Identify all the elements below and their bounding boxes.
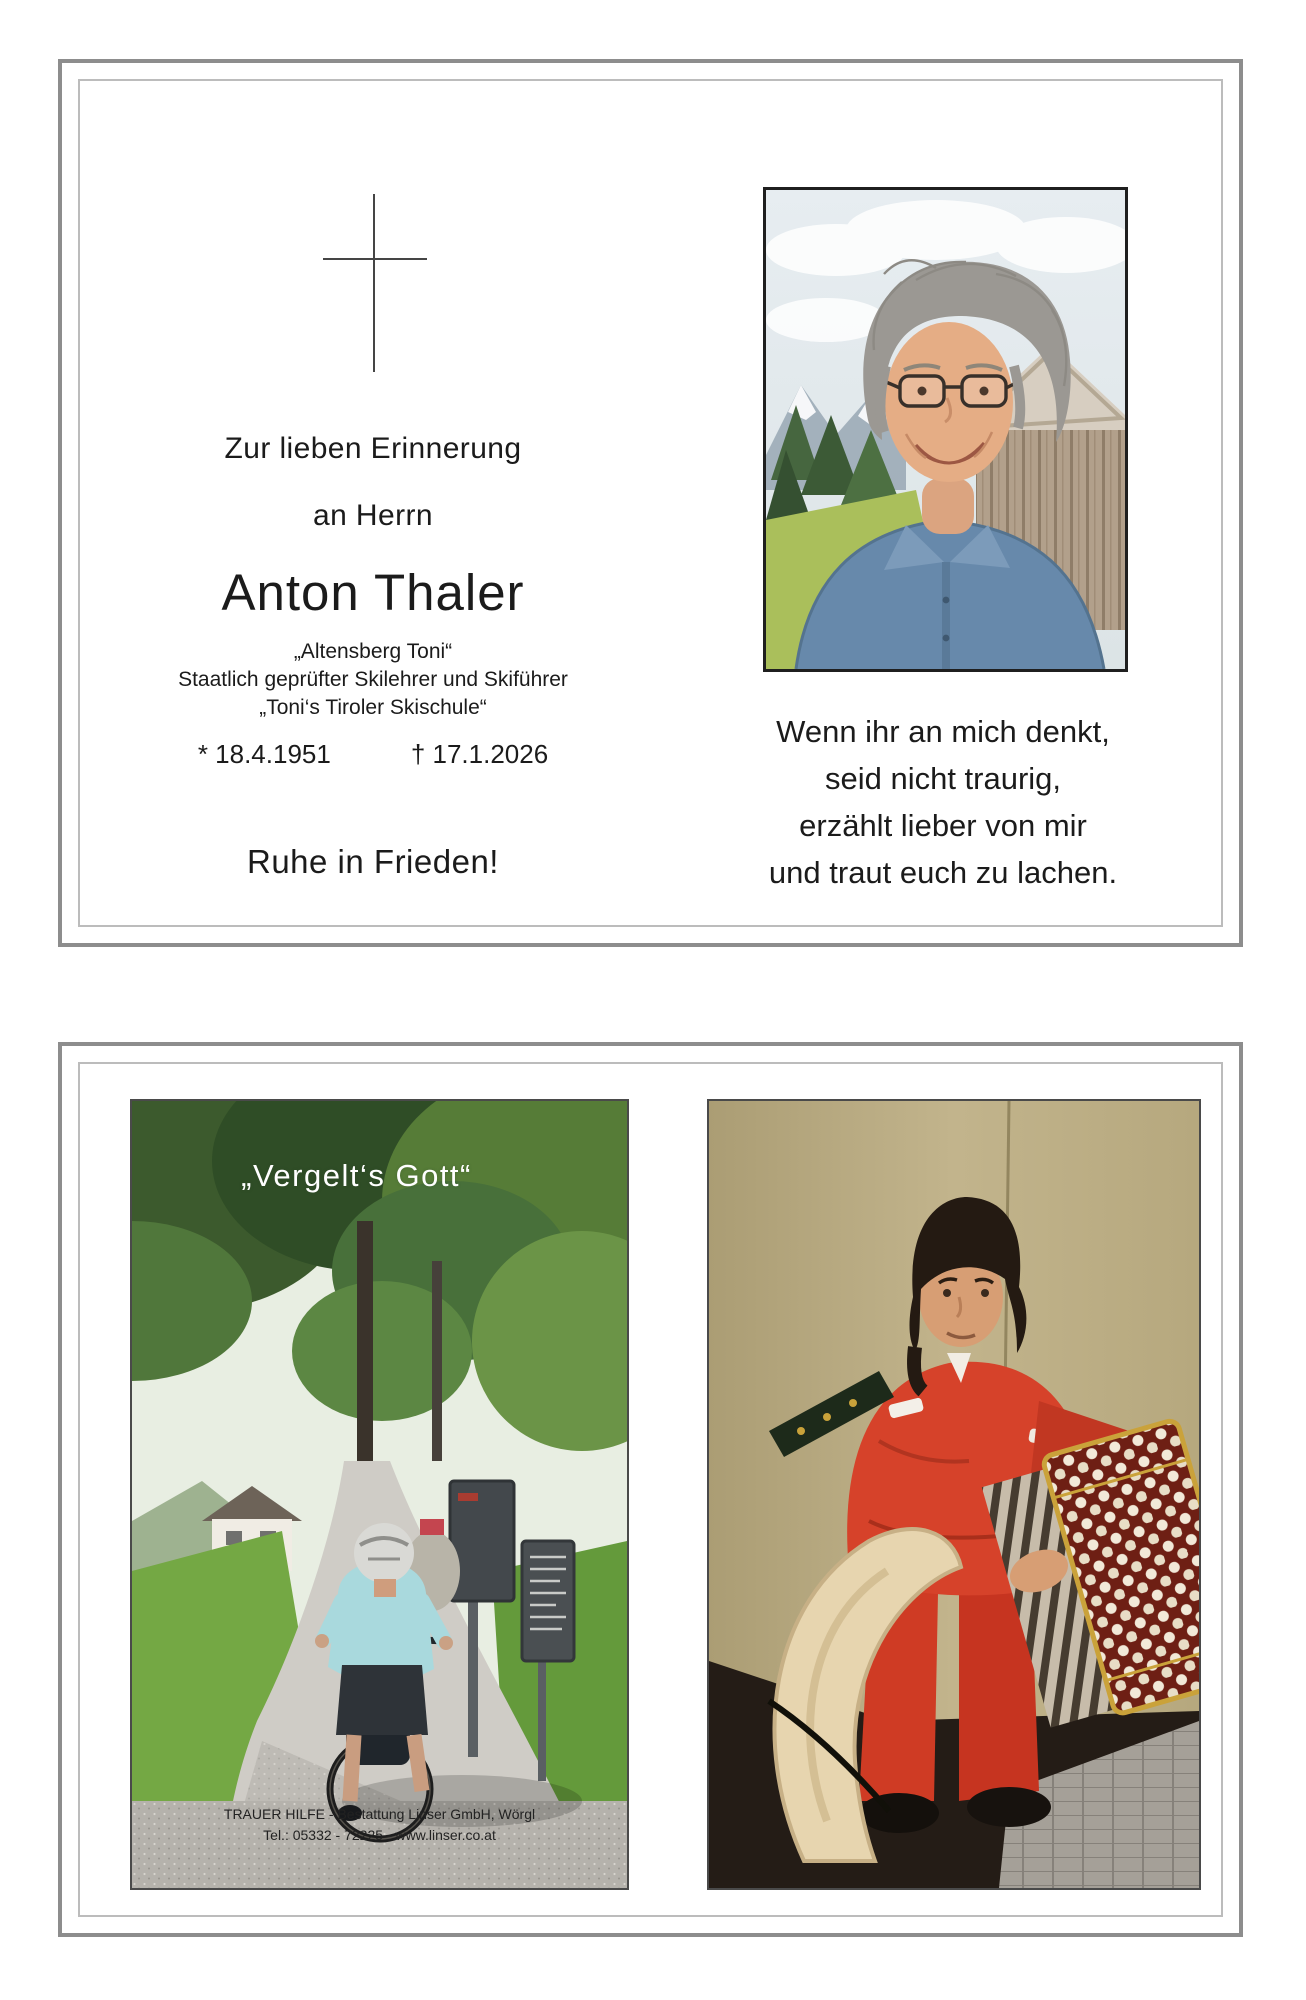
shorts (336, 1665, 428, 1735)
neck (922, 478, 974, 534)
funeral-home-contact: Tel.: 05332 - 72225 - www.linser.co.at (263, 1827, 496, 1843)
deceased-name: Anton Thaler (221, 564, 525, 621)
accordion-photo (707, 1099, 1201, 1890)
poem-line: und traut euch zu lachen. (768, 855, 1118, 890)
neck (374, 1579, 396, 1597)
poem-line: seid nicht traurig, (824, 761, 1062, 796)
memorial-poem (702, 708, 1184, 896)
portrait-photo (763, 187, 1128, 672)
cyclist-photo-art (132, 1101, 627, 1888)
remembrance-line: Zur lieben Erinnerung (224, 432, 522, 465)
birth-date: * 18.4.1951 (197, 739, 331, 769)
memorial-cross-icon (373, 194, 375, 372)
memorial-card-front (58, 59, 1243, 947)
death-date: † 17.1.2026 (410, 739, 549, 769)
funeral-home-name: TRAUER HILFE - Bestattung Linser GmbH, Wörgl (223, 1806, 536, 1822)
poem-line: Wenn ihr an mich denkt, (776, 714, 1110, 749)
memorial-card-back (58, 1042, 1243, 1937)
photo-caption: „Vergelt‘s Gott“ (241, 1158, 472, 1193)
portrait-photo-art (766, 190, 1125, 669)
memorial-text-column (62, 63, 684, 943)
cyclist-photo (130, 1099, 629, 1890)
ski-school-line: „Toni‘s Tiroler Skischule“ (259, 696, 487, 719)
memorial-cross-icon-bar (323, 258, 427, 260)
boot (967, 1787, 1051, 1827)
accordion-photo-art (709, 1101, 1199, 1888)
profession-line: Staatlich geprüfter Skilehrer und Skiführer (178, 668, 568, 691)
nickname-line: „Altensberg Toni“ (293, 640, 453, 663)
helmet (354, 1523, 414, 1583)
life-dates (62, 739, 684, 770)
closing-line: Ruhe in Frieden! (247, 843, 499, 880)
boot (859, 1793, 939, 1833)
poem-line: erzählt lieber von mir (799, 808, 1087, 843)
funeral-home-imprint (132, 1804, 627, 1846)
salutation-line: an Herrn (313, 499, 433, 532)
